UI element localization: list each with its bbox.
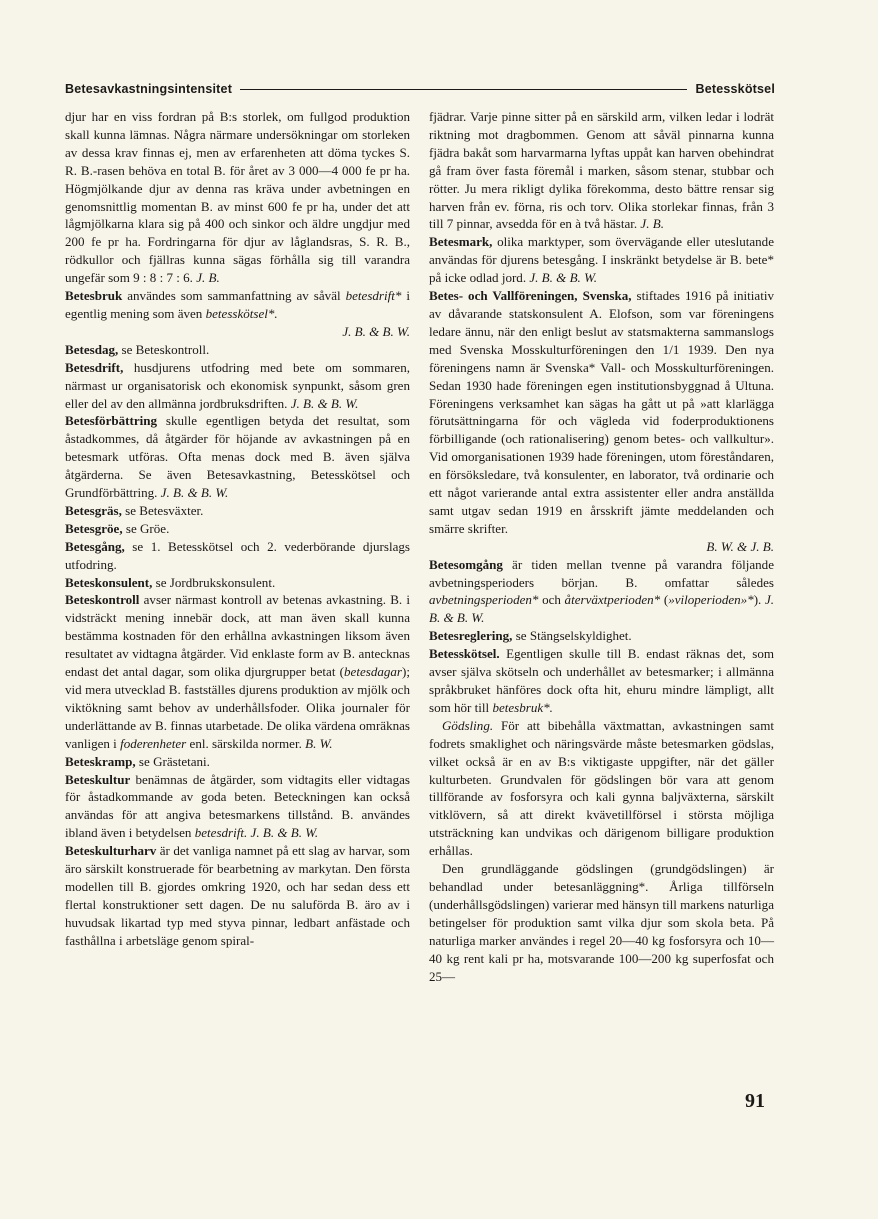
entry-headword: Betesgräs, <box>65 502 122 518</box>
author-signature: J. B. & B. W. <box>290 395 359 411</box>
running-head-rule <box>240 89 687 90</box>
author-signature: J. B. <box>640 216 664 232</box>
running-head-right: Betesskötsel <box>695 82 775 96</box>
entry-headword: Betesförbättring <box>65 413 158 429</box>
entry-text: i egentlig mening som även <box>65 288 411 321</box>
entry-text: se Grästetani. <box>135 753 210 769</box>
entry-text: Egentligen skulle till B. endast räknas det, som avser själva skötseln och underhållet av betesmarker; i allmänna språkbruket hänföres dock ofta hit, ehuru mindre lämpligt, allt som hör till <box>429 646 774 715</box>
dictionary-entry <box>65 771 410 843</box>
entry-headword: Betesbruk <box>65 288 123 304</box>
entry-text: och <box>538 592 565 608</box>
left-column <box>65 108 410 950</box>
author-signature: J. B. & B. W. <box>429 592 775 626</box>
entry-text: ( <box>660 592 669 608</box>
author-signature: B. W. <box>305 735 333 751</box>
entry-headword: Betesreglering, <box>429 628 513 644</box>
author-signature: J. B. & B. W. <box>250 825 319 841</box>
dictionary-entry <box>65 753 410 771</box>
italic-term: betesdrift* <box>345 288 402 304</box>
dictionary-entry <box>429 645 774 717</box>
dictionary-entry <box>65 108 410 287</box>
italic-term: återväxtperioden* <box>564 592 661 608</box>
italic-term: foderenheter <box>120 735 187 751</box>
entry-text: se Stängselskyldighet. <box>512 628 632 644</box>
entry-text: avser närmast kontroll av betenas avkastning. B. i vidsträckt mening innebär dock, att man även skall kunna bestämma kostnaden för den erhållna avkastningen liksom även resultatet av vidtagna åtgärder. Vid enklaste form av B. antecknas endast det antal dagar, som olika djurgrupper betat ( <box>65 592 410 680</box>
dictionary-entry <box>65 287 410 323</box>
right-column <box>429 108 774 985</box>
author-signature: B. W. & J. B. <box>706 538 774 554</box>
dictionary-entry <box>65 538 410 574</box>
entry-headword: Beteskulturharv <box>65 843 157 859</box>
dictionary-entry <box>65 574 410 592</box>
italic-term: betesdagar <box>344 664 403 680</box>
entry-headword: Betesskötsel. <box>429 646 500 662</box>
entry-headword: Betesdag, <box>65 341 119 357</box>
dictionary-entry <box>65 412 410 502</box>
author-signature: J. B. & B. W. <box>529 270 598 286</box>
running-head-left: Betesavkastningsintensitet <box>65 82 233 96</box>
entry-text: benämnas de åtgärder, som vidtagits eller vidtagas för åstadkommande av goda beten. Beteckningen kan också användas för att angiva betesmarkens tillstånd. B. användes ibland även i betydelsen <box>65 771 410 841</box>
entry-headword: Betesdrift, <box>65 359 124 375</box>
dictionary-entry <box>65 341 410 359</box>
dictionary-entry <box>429 287 774 538</box>
entry-text: är det vanliga namnet på ett slag av harvar, som äro särskilt konstruerade för bearbetning av markytan. Den första modellen till B. gjordes omkring 1920, och har sedan dess ett flertal konstruktioner sett dagen. De nu saluförda B. äro av i huvudsak likartad typ med styva pinnar, ledbart anfästade och fasthållna i arbetsläge genom spiral- <box>65 843 410 948</box>
entry-headword: Beteskontroll <box>65 592 140 608</box>
entry-text: enl. särskilda normer. <box>186 735 306 751</box>
italic-term: betesbruk*. <box>492 699 553 715</box>
dictionary-entry <box>429 108 774 233</box>
dictionary-entry <box>65 359 410 413</box>
italic-term: »viloperioden»* <box>668 592 754 608</box>
dictionary-entry <box>429 860 774 985</box>
entry-text: olika marktyper, som övervägande eller uteslutande användas för djurens betesgång. I inskränkt betydelse är B. bete* på icke odlad jord. <box>429 234 774 286</box>
entry-headword: Beteskultur <box>65 771 131 787</box>
entry-text: se Gröe. <box>122 520 170 536</box>
dictionary-entry <box>65 842 410 949</box>
dictionary-entry <box>65 502 410 520</box>
entry-text: ). <box>753 592 765 608</box>
entry-text: ); vid mera utvecklad B. fastställes djurens produktion av mjölk och viktökning samt behov av underhållsfoder. Olika journaler för underlättande av B. finnas utarbetade. De olika värdena omräknas vanligen i <box>65 664 410 751</box>
author-signature: J. B. & B. W. <box>160 485 229 501</box>
entry-text: fjädrar. Varje pinne sitter på en särskild arm, vilken ledar i lodrät riktning mot dragbommen. Genom att såväl pinnarna kunna fjädra bakåt som harvarmarna lyftas uppåt kan harven obehindrat gå fram över fasta föremål i marken, såsom stenar, stubbar och rötter. Ju mera rikligt dylika förekomma, desto bättre rensar sig harven från ev. förna, ris och torv. Olika storlekar finnas, från 3 till 7 pinnar, avsedda för en à två hästar. <box>429 109 774 232</box>
author-signature: J. B. <box>196 270 220 286</box>
entry-headword: Betesmark, <box>429 234 493 250</box>
entry-text: se 1. Betesskötsel och 2. vederbörande djurslags utfodring. <box>65 538 410 572</box>
entry-text: användes som sammanfattning av såväl <box>122 288 346 304</box>
author-signature: J. B. & B. W. <box>342 323 410 339</box>
entry-headword: Betesgröe, <box>65 520 123 536</box>
entry-text: se Jordbrukskonsulent. <box>152 574 276 590</box>
entry-text: se Beteskontroll. <box>118 341 210 357</box>
italic-term: avbetningsperioden* <box>429 592 539 608</box>
entry-text: se Betesväxter. <box>121 502 204 518</box>
entry-text: är tiden mellan tvenne på varandra följande avbetningsperioders början. B. omfattar således <box>429 556 774 590</box>
entry-text: husdjurens utfodring med bete om sommaren, närmast ur organisatorisk och ekonomisk synpunkt, såsom gren eller del av den allmänna jordbruksdriften. <box>65 359 410 411</box>
entry-headword: Betes- och Vallföreningen, Svenska, <box>429 288 632 304</box>
entry-text: djur har en viss fordran på B:s storlek, om fullgod produktion skall kunna lämnas. Några närmare undersökningar om storleken av dessa krav finnas ej, men av erfarenheten att döma tyckes S. R. B.-rasen behöva en total B. för året av 3 000—4 000 fe pr ha. Högmjölkande djur av denna ras kräva under avbetningen en genomsnittlig momentan B. av minst 600 fe pr ha, under det att lågmjölkarna klara sig på 400 och sinkor och äldre ungdjur med 200 fe pr ha. Fordringarna för djur av låglandsras, S. R. B., rödkullor och fjällras kunna sägas förhålla sig till varandra ungefär som 9 : 8 : 7 : 6. <box>65 109 410 286</box>
italic-term: betesskötsel*. <box>205 305 278 321</box>
dictionary-entry <box>429 717 774 860</box>
entry-headword: Betesomgång <box>429 556 503 572</box>
dictionary-entry <box>65 520 410 538</box>
dictionary-entry <box>429 233 774 287</box>
dictionary-entry <box>65 591 410 752</box>
entry-headword: Betesgång, <box>65 538 125 554</box>
entry-text: stiftades 1916 på initiativ av dåvarande statskonsulent A. Elofson, som var föreningens ledare ännu, när den enligt beslut av statsmakterna sammanslogs med Svenska Mosskulturföreningen den 1/1 1939. Den nya föreningens namn är Svenska* Vall- och Mosskulturföreningen. Sedan 1930 hade föreningen egen institutionsbyggnad å Ultuna. Föreningens verksamhet kan sägas ha gått ut på »att klarlägga förutsättningarna för och vägleda vid foderproduktionens förbilligande (och rationalisering) genom betes- och vallkultur». Vid omorganisationen 1939 hade föreningen, utom föreståndaren, en försöksledare, två konsulenter, en laborator, två ordinarie och ett något varierande antal extra assistenter eller andra anställda samt utgav sedan 1919 en årsskrift jämte meddelanden och smärre skrifter. <box>429 288 774 536</box>
page-number: 91 <box>745 1090 765 1112</box>
entry-headword: Beteskramp, <box>65 753 136 769</box>
entry-text: skulle egentligen betyda det resultat, som åstadkommes, då åtgärder för höjande av avkastningen på en betesmark utföras. Ofta menas dock med B. även själva åtgärderna. Se även Betesavkastning, Betesskötsel och Grundförbättring. <box>65 413 410 501</box>
dictionary-entry <box>429 556 774 628</box>
entry-text: För att bibehålla växtmattan, avkastningen samt fodrets smaklighet och näringsvärde måste betesmarken gödslas, vilket också är en av B:s viktigaste uppgifter, när det gäller kulturbeten. Grundvalen för gödslingen bör vara att genom tillförande av fosforsyra och kali gynna baljväxterna, särskilt vitklövern, så att direkt kvävetillförsel i största möjliga utsträckning kan undvikas och därigenom billigare produktion erhållas. <box>429 717 774 859</box>
entry-text: Den grundläggande gödslingen (grundgödslingen) är behandlad under betesanläggning*. Årliga tillförseln (underhållsgödslingen) varierar med hänsyn till markens naturliga betingelser för produktion samt vilka djur som skola beta. På naturliga marker användes i regel 20—40 kg fosforsyra och 10—40 kg rent kali pr ha, motsvarande 100—200 kg superfosfat och 25— <box>429 861 774 984</box>
entry-headword: Beteskonsulent, <box>65 574 153 590</box>
italic-term: betesdrift. <box>194 825 248 841</box>
italic-term: Gödsling. <box>442 717 494 733</box>
dictionary-entry <box>429 627 774 645</box>
running-head <box>65 80 775 98</box>
